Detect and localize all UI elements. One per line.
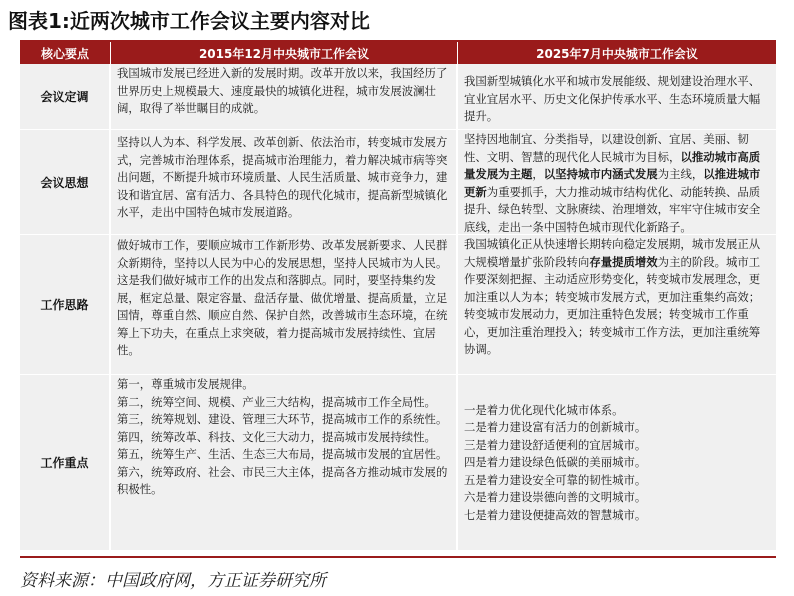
text-span: 为重要抓手，大力推动城市结构优化、动能转换、品质提升、绿色转型、文脉赓续、治理增效，牢牢守住城市安全底线，走出一条中国特色城市现代化新路子。 xyxy=(464,184,761,234)
figure-title: 图表1:近两次城市工作会议主要内容对比 xyxy=(8,9,370,33)
bottom-divider xyxy=(20,556,776,558)
list-item: 四是着力建设绿色低碳的美丽城市。 xyxy=(464,455,647,470)
cell-text: 坚持以人为本、科学发展、改革创新、依法治市，转变城市发展方式，完善城市治理体系，提高城市治理能力，着力解决城市病等突出问题，不断提升城市环境质量、人民生活质量、城市竞争力，建设和谐宜居、富有活力、各具特色的现代化城市，提高新型城镇化水平，走出中国特色城市发展道路。 xyxy=(117,135,448,219)
comparison-table xyxy=(20,42,776,551)
cell-text: 做好城市工作，要顺应城市工作新形势、改革发展新要求、人民群众新期待，坚持以人民为中心的发展思想，坚持人民城市为人民。这是我们做好城市工作的出发点和落脚点。同时，要坚持集约发展，框定总量、限定容量、盘活存量、做优增量、提高质量，立足国情，尊重自然、顺应自然、保护自然，改善城市生态环境，在统筹上下功夫，在重点上求突破，着力提高城市发展持续性、宜居性。 xyxy=(117,238,448,357)
list-item: 七是着力建设便捷高效的智慧城市。 xyxy=(464,507,647,522)
list-item: 第五，统筹生产、生活、生态三大布局，提高城市发展的宜居性。 xyxy=(117,447,448,461)
cell-2025 xyxy=(458,130,776,234)
table-row xyxy=(20,64,776,130)
list-item: 第六，统筹政府、社会、市民三大主体，提高各方推动城市发展的积极性。 xyxy=(117,464,448,496)
cell-2015 xyxy=(111,130,458,234)
cell-2015 xyxy=(111,64,458,129)
list-item: 第一，尊重城市发展规律。 xyxy=(117,377,254,391)
cell-2025 xyxy=(458,64,776,129)
cell-2015 xyxy=(111,235,458,374)
text-span: ， xyxy=(532,167,544,181)
cell-text xyxy=(464,131,771,234)
emphasis-text: 存量提质增效 xyxy=(589,254,658,269)
cell-2015 xyxy=(111,375,458,550)
text-span: 坚持因地制宜、分类指导，以建设创新、宜居、美丽、韧性、文明、智慧的现代化人民城市为目标， xyxy=(464,132,749,164)
source-note: 资料来源：中国政府网，方正证券研究所 xyxy=(20,571,326,591)
header-2025-meeting: 2025年7月中央城市工作会议 xyxy=(536,46,698,61)
emphasis-text: 以推动城市高质量发展为主题 xyxy=(464,149,761,181)
table-row xyxy=(20,375,776,551)
list-item: 三是着力建设舒适便利的宜居城市。 xyxy=(464,437,647,452)
list-item: 第三，统筹规划、建设、管理三大环节，提高城市工作的系统性。 xyxy=(117,412,448,426)
header-2015-meeting: 2015年12月中央城市工作会议 xyxy=(111,42,458,64)
emphasis-text: 以推进城市更新 xyxy=(464,167,761,199)
row-category: 会议定调 xyxy=(20,64,111,129)
text-span: 为主线， xyxy=(657,167,704,181)
list-item: 二是着力建设富有活力的创新城市。 xyxy=(464,420,647,435)
table-row xyxy=(20,130,776,235)
row-category: 工作思路 xyxy=(20,235,111,374)
list-item: 第二，统筹空间、规模、产业三大结构，提高城市工作全局性。 xyxy=(117,394,436,409)
list-item: 一是着力优化现代化城市体系。 xyxy=(464,402,624,417)
header-core-points: 核心要点 xyxy=(20,42,111,64)
list-item: 六是着力建设崇德向善的文明城市。 xyxy=(464,490,647,505)
table-row xyxy=(20,235,776,375)
cell-text: 我国新型城镇化水平和城市发展能级、规划建设治理水平、宜业宜居水平、历史文化保护传承水平、生态环境质量大幅提升。 xyxy=(464,74,761,123)
table-header xyxy=(20,42,776,64)
emphasis-text: 以坚持城市内涵式发展 xyxy=(543,167,658,181)
row-category: 会议思想 xyxy=(20,130,111,234)
list-item: 第四，统筹改革、科技、文化三大动力，提高城市发展持续性。 xyxy=(117,429,436,444)
row-category: 工作重点 xyxy=(20,375,111,550)
cell-text xyxy=(464,236,771,359)
cell-text: 我国城市发展已经进入新的发展时期。改革开放以来，我国经历了世界历史上规模最大、速度最快的城镇化进程，城市发展波澜壮阔，取得了举世瞩目的成就。 xyxy=(117,66,448,115)
cell-2025 xyxy=(458,235,776,374)
cell-2025 xyxy=(458,375,776,550)
list-item: 五是着力建设安全可靠的韧性城市。 xyxy=(464,472,647,487)
text-span: 为主的阶段。城市工作要深刻把握、主动适应形势变化，转变城市发展理念，更加注重以人为本；转变城市发展方式，更加注重集约高效；转变城市发展动力，更加注重特色发展；转变城市工作重心，更加注重治理投入；转变城市工作方法，更加注重统筹协调。 xyxy=(464,254,761,356)
text-span: 我国城镇化正从快速增长期转向稳定发展期，城市发展正从大规模增量扩张阶段转向 xyxy=(464,237,761,269)
